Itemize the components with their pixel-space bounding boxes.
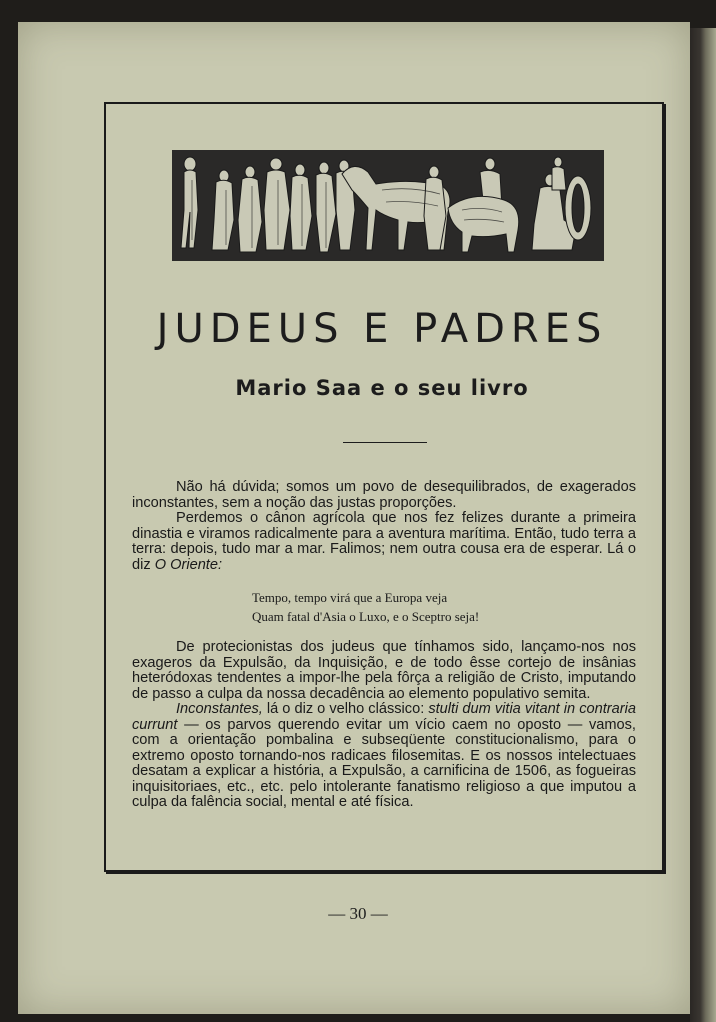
paragraph-2-text: Perdemos o cânon agrícola que nos fez felizes durante a primeira dinastia e viramos radicalmente para a aventura marítima. Então, tudo terra a terra: depois, tudo mar a mar. Falimos; nem outra cousa era de esperar. Lá o diz <box>132 510 636 573</box>
paragraph-4-lead-word: Inconstantes, <box>176 701 263 717</box>
verse-line-2: Quam fatal d'Asia o Luxo, e o Sceptro seja! <box>252 609 480 624</box>
paragraph-3: De protecionistas dos judeus que tínhamos sido, lançamo-nos nos exageros da Expulsão, da Inquisição, e de todo êsse cortejo de insânias heteródoxas tendentes a impor-lhe pela fôrça a religião de Cristo, imputando de passo a culpa da nossa decadência ao elemento populativo semita. <box>132 639 636 702</box>
article-body-part-1 <box>132 480 636 573</box>
article-subtitle: Mario Saa e o seu livro <box>235 376 529 400</box>
title-divider <box>343 442 427 443</box>
cited-work-title: O Oriente: <box>154 556 223 573</box>
binding-edge <box>690 28 716 1022</box>
verse-quotation <box>252 588 592 626</box>
classical-frieze-illustration <box>172 150 604 261</box>
verse-line-1: Tempo, tempo virá que a Europa veja <box>252 590 448 605</box>
article-title: JUDEUS E PADRES <box>156 306 608 352</box>
paragraph-1: Não há dúvida; somos um povo de desequilibrados, de exagerados inconstantes, sem a noção das justas proporções. <box>132 479 636 511</box>
paragraph-4 <box>132 702 636 811</box>
paragraph-4-text-b: — os parvos querendo evitar um vício caem no oposto — vamos, com a orientação pombalina e subseqüente constitucionalismo, para o extremo oposto tornando-nos radicaes filosemitas. E os nossos intelectuaes desatam a explicar a história, a Expulsão, a carnificina de 1506, as fogueiras inquisitoriaes, etc., etc. pelo intolerante fanatismo religioso a que imputou a culpa da falência social, mental e até física. <box>132 716 636 810</box>
paragraph-2 <box>132 511 636 573</box>
latin-quotation: stulti dum vitia vitant in contraria currunt <box>132 701 636 733</box>
paragraph-4-text-a: lá o diz o velho clássico: <box>262 701 429 717</box>
article-body-part-2 <box>132 640 636 811</box>
page-number: — 30 — <box>328 904 388 923</box>
frieze-figures-drawing <box>172 150 604 261</box>
